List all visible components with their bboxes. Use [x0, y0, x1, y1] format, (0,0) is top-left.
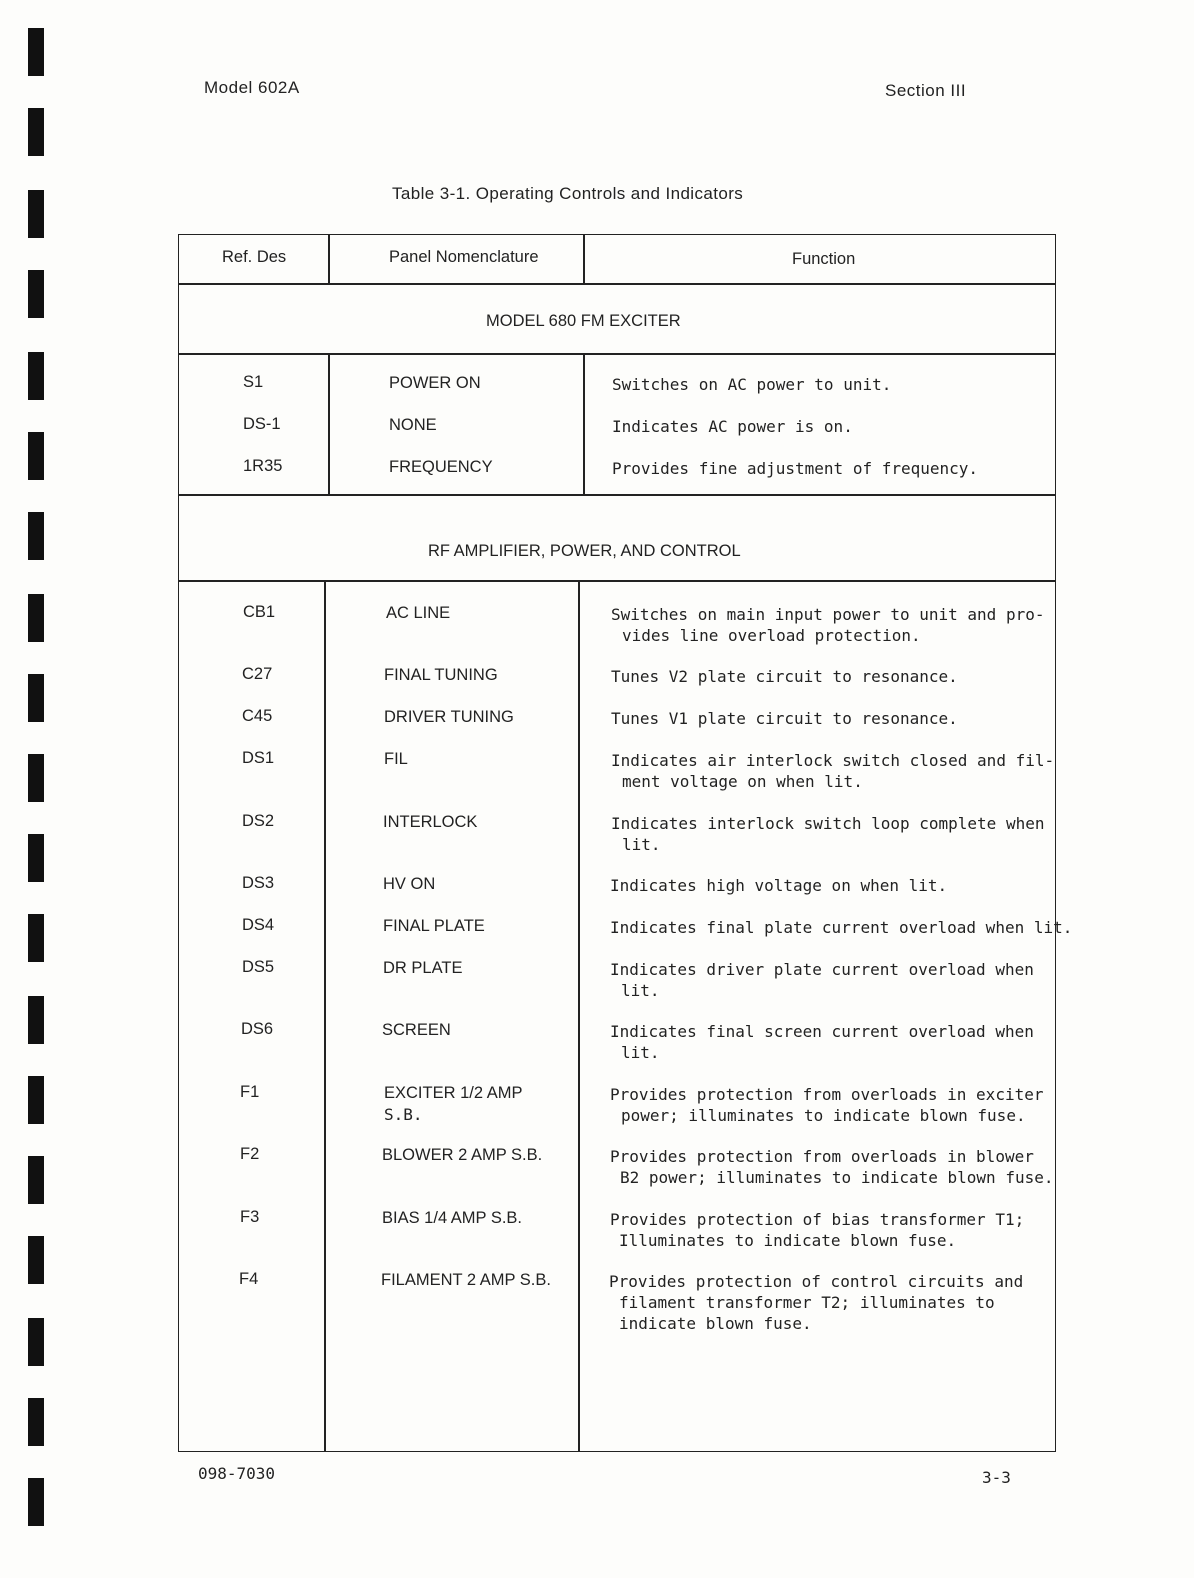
binder-hole — [28, 996, 44, 1044]
table-rule — [178, 353, 1056, 355]
ref-cell: DS5 — [242, 958, 275, 976]
panel-cell: SCREEN — [382, 1021, 451, 1039]
section-header: Section III — [885, 81, 967, 100]
ref-cell: F2 — [240, 1145, 260, 1163]
page-number: 3-3 — [982, 1468, 1011, 1487]
function-cell: Tunes V1 plate circuit to resonance. — [611, 709, 958, 728]
panel-cell: DR PLATE — [383, 959, 463, 977]
table-rule — [178, 283, 1056, 285]
ref-cell: DS-1 — [243, 415, 281, 433]
function-cell-continued: power; illuminates to indicate blown fuse. — [621, 1106, 1026, 1125]
ref-cell: DS2 — [242, 812, 275, 830]
function-cell: Provides protection of bias transformer T1; — [610, 1210, 1025, 1229]
function-cell-continued: ment voltage on when lit. — [622, 772, 863, 791]
binder-hole — [28, 270, 44, 318]
ref-cell: DS3 — [242, 874, 275, 892]
ref-cell: F4 — [239, 1270, 259, 1288]
function-cell: Switches on main input power to unit and pro- — [611, 605, 1045, 624]
binder-hole — [28, 1076, 44, 1124]
column-rule — [583, 354, 585, 495]
panel-cell: BLOWER 2 AMP S.B. — [382, 1146, 543, 1164]
ref-cell: DS6 — [241, 1020, 274, 1038]
function-cell-continued: lit. — [622, 835, 661, 854]
function-cell: Tunes V2 plate circuit to resonance. — [611, 667, 958, 686]
function-cell: Indicates air interlock switch closed and fil- — [611, 751, 1055, 770]
binder-holes — [28, 0, 48, 1578]
binder-hole — [28, 754, 44, 802]
ref-cell: F1 — [240, 1083, 260, 1101]
function-cell-continued: indicate blown fuse. — [619, 1314, 812, 1333]
panel-cell: FINAL TUNING — [384, 666, 498, 684]
column-rule — [578, 581, 580, 1452]
group-title-rf-amplifier: RF AMPLIFIER, POWER, AND CONTROL — [428, 542, 741, 560]
panel-cell: FINAL PLATE — [383, 917, 485, 935]
model-header: Model 602A — [204, 78, 300, 97]
function-cell: Indicates final screen current overload when — [610, 1022, 1034, 1041]
binder-hole — [28, 594, 44, 642]
panel-cell: DRIVER TUNING — [384, 708, 514, 726]
binder-hole — [28, 834, 44, 882]
function-cell: Indicates high voltage on when lit. — [610, 876, 948, 895]
function-cell: Switches on AC power to unit. — [612, 375, 892, 394]
function-cell-continued: filament transformer T2; illuminates to — [619, 1293, 995, 1312]
function-cell: Provides protection from overloads in exciter — [610, 1085, 1044, 1104]
binder-hole — [28, 1398, 44, 1446]
panel-cell: INTERLOCK — [383, 813, 478, 831]
panel-cell: FILAMENT 2 AMP S.B. — [381, 1271, 551, 1289]
function-cell: Indicates final plate current overload when lit. — [610, 918, 1073, 937]
panel-cell: EXCITER 1/2 AMP — [384, 1084, 523, 1102]
column-rule — [324, 581, 326, 1452]
group-title-exciter: MODEL 680 FM EXCITER — [486, 312, 681, 330]
binder-hole — [28, 1156, 44, 1204]
function-cell: Indicates AC power is on. — [612, 417, 853, 436]
panel-cell: NONE — [389, 416, 437, 434]
function-cell: Provides fine adjustment of frequency. — [612, 459, 979, 478]
ref-cell: DS1 — [242, 749, 275, 767]
table-caption: Table 3-1. Operating Controls and Indicators — [392, 184, 744, 203]
column-header-function: Function — [792, 250, 856, 268]
function-cell-continued: vides line overload protection. — [622, 626, 921, 645]
ref-cell: C27 — [242, 665, 273, 683]
ref-cell: C45 — [242, 707, 273, 725]
column-header-panel: Panel Nomenclature — [389, 248, 539, 266]
panel-cell: BIAS 1/4 AMP S.B. — [382, 1209, 523, 1227]
function-cell: Provides protection from overloads in blower — [610, 1147, 1034, 1166]
binder-hole — [28, 352, 44, 400]
panel-cell-continued: S.B. — [384, 1105, 423, 1124]
column-rule — [328, 234, 330, 284]
panel-cell: POWER ON — [389, 374, 481, 392]
binder-hole — [28, 914, 44, 962]
ref-cell: CB1 — [243, 603, 276, 621]
column-header-ref: Ref. Des — [222, 248, 287, 266]
binder-hole — [28, 28, 44, 76]
binder-hole — [28, 674, 44, 722]
function-cell: Indicates interlock switch loop complete when — [611, 814, 1045, 833]
ref-cell: S1 — [243, 373, 264, 391]
table-rule — [178, 580, 1056, 582]
function-cell-continued: Illuminates to indicate blown fuse. — [619, 1231, 957, 1250]
binder-hole — [28, 108, 44, 156]
document-number: 098-7030 — [198, 1464, 276, 1483]
panel-cell: AC LINE — [386, 604, 451, 622]
function-cell-continued: lit. — [621, 1043, 660, 1062]
panel-cell: FIL — [384, 750, 408, 768]
binder-hole — [28, 512, 44, 560]
ref-cell: F3 — [240, 1208, 260, 1226]
binder-hole — [28, 1236, 44, 1284]
binder-hole — [28, 432, 44, 480]
function-cell-continued: lit. — [621, 981, 660, 1000]
function-cell: Indicates driver plate current overload when — [610, 960, 1034, 979]
ref-cell: DS4 — [242, 916, 275, 934]
panel-cell: HV ON — [383, 875, 436, 893]
column-rule — [583, 234, 585, 284]
table-rule — [178, 494, 1056, 496]
ref-cell: 1R35 — [243, 457, 283, 475]
binder-hole — [28, 1478, 44, 1526]
panel-cell: FREQUENCY — [389, 458, 493, 476]
function-cell: Provides protection of control circuits and — [609, 1272, 1024, 1291]
column-rule — [328, 354, 330, 495]
binder-hole — [28, 190, 44, 238]
function-cell-continued: B2 power; illuminates to indicate blown fuse. — [620, 1168, 1054, 1187]
binder-hole — [28, 1318, 44, 1366]
